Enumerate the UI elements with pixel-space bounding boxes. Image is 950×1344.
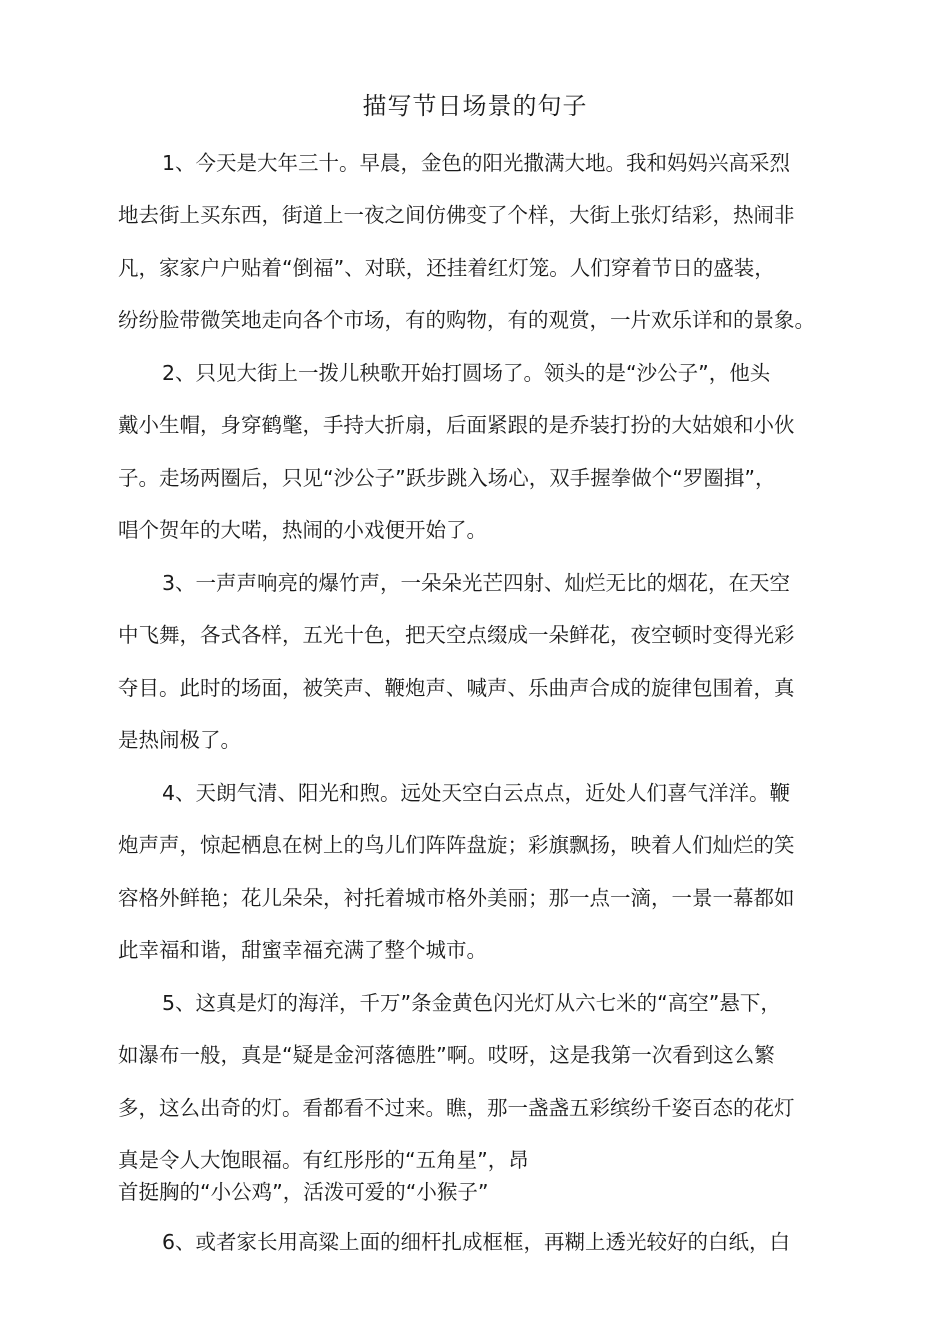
paragraph-3-line-4: 是热闹极了。 [118,728,241,752]
paragraph-2-line-1: 2、只见大街上一拨儿秧歌开始打圆场了。领头的是“沙公子”，他头 [162,361,771,385]
paragraph-2-line-2: 戴小生帽，身穿鹤氅，手持大折扇，后面紧跟的是乔装打扮的大姑娘和小伙 [118,413,795,437]
paragraph-2-line-4: 唱个贺年的大喏，热闹的小戏便开始了。 [118,518,487,542]
paragraph-5-line-1: 5、这真是灯的海洋，千万”条金黄色闪光灯从六七米的“高空”悬下， [162,991,781,1015]
paragraph-1-line-3: 凡，家家户户贴着“倒福”、对联，还挂着红灯笼。人们穿着节日的盛装， [118,256,775,280]
paragraph-4-line-4: 此幸福和谐，甜蜜幸福充满了整个城市。 [118,938,487,962]
paragraph-1-line-2: 地去街上买东西，街道上一夜之间仿佛变了个样，大街上张灯结彩，热闹非 [118,203,795,227]
paragraph-4-line-2: 炮声声，惊起栖息在树上的鸟儿们阵阵盘旋；彩旗飘扬，映着人们灿烂的笑 [118,833,795,857]
paragraph-2-line-3: 子。走场两圈后，只见“沙公子”跃步跳入场心，双手握拳做个“罗圈揖”， [118,466,776,490]
paragraph-6-line-1: 6、或者家长用高粱上面的细杆扎成框框，再糊上透光较好的白纸，白 [162,1230,791,1254]
paragraph-3-line-1: 3、一声声响亮的爆竹声，一朵朵光芒四射、灿烂无比的烟花，在天空 [162,571,791,595]
paragraph-5-line-2: 如瀑布一般，真是“疑是金河落德胜”啊。哎呀，这是我第一次看到这么繁 [118,1043,775,1067]
page-title: 描写节日场景的句子 [362,92,588,120]
paragraph-3-line-2: 中飞舞，各式各样，五光十色，把天空点缀成一朵鲜花，夜空顿时变得光彩 [118,623,795,647]
paragraph-5-line-5: 首挺胸的“小公鸡”，活泼可爱的“小猴子” [118,1180,489,1204]
paragraph-3-line-3: 夺目。此时的场面，被笑声、鞭炮声、喊声、乐曲声合成的旋律包围着，真 [118,676,795,700]
paragraph-5-line-4: 真是令人大饱眼福。有红彤彤的“五角星”，昂 [118,1148,529,1172]
paragraph-1-line-4: 纷纷脸带微笑地走向各个市场，有的购物，有的观赏，一片欢乐详和的景象。 [118,308,815,332]
paragraph-4-line-3: 容格外鲜艳；花儿朵朵，衬托着城市格外美丽；那一点一滴，一景一幕都如 [118,886,795,910]
paragraph-4-line-1: 4、天朗气清、阳光和煦。远处天空白云点点，近处人们喜气洋洋。鞭 [162,781,791,805]
paragraph-5-line-3: 多，这么出奇的灯。看都看不过来。瞧，那一盏盏五彩缤纷千姿百态的花灯 [118,1096,795,1120]
paragraph-1-line-1: 1、今天是大年三十。早晨，金色的阳光撒满大地。我和妈妈兴高采烈 [162,151,791,175]
